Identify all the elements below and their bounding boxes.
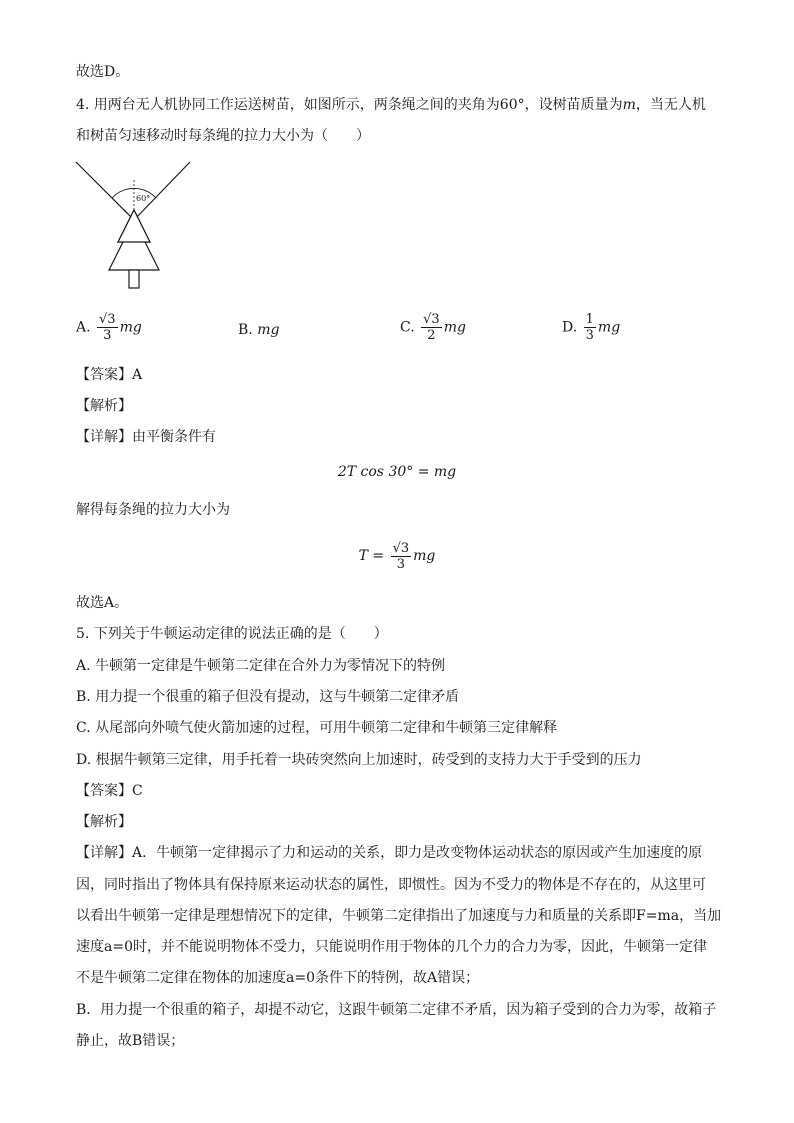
solve-4: 解得每条绳的拉力大小为: [76, 502, 230, 518]
detail-5-line-1: 【详解】A．牛顿第一定律揭示了力和运动的关系，即力是改变物体运动状态的原因或产生加速度的原: [76, 845, 703, 861]
rope-left: [76, 162, 134, 220]
conclusion-4: 故选A。: [76, 595, 129, 611]
question-5: 5. 下列关于牛顿运动定律的说法正确的是（ ）: [76, 626, 388, 642]
option-5B: B. 用力提一个很重的箱子但没有提动，这与牛顿第二定律矛盾: [76, 689, 460, 705]
option-5D: D. 根据牛顿第三定律，用手托着一块砖突然向上加速时，砖受到的支持力大于手受到的压力: [76, 752, 642, 768]
answer-4: 【答案】A: [76, 367, 143, 383]
option-5C: C. 从尾部向外喷气使火箭加速的过程，可用牛顿第二定律和牛顿第三定律解释: [76, 720, 558, 736]
rope-right: [134, 162, 190, 220]
option-4A: A. $\frac{√3}{3}$ mg: [76, 312, 142, 343]
detail-5-line-4: 速度a=0时，并不能说明物体不受力，只能说明作用于物体的几个力的合力为零，因此，牛顿第一定律: [76, 939, 707, 955]
detail-5-line-7: 静止，故B错误；: [76, 1033, 185, 1049]
var-m: m: [622, 97, 636, 113]
fraction: $\frac{√3}{2}$: [423, 312, 440, 343]
option-4C: C. $\frac{√3}{2}$ mg: [400, 312, 466, 343]
question-4-line-1: 4. 用两台无人机协同工作运送树苗，如图所示，两条绳之间的夹角为60°，设树苗质量为m，当无人机: [76, 97, 706, 113]
detail-5-line-6: B．用力提一个很重的箱子，却提不动它，这跟牛顿第二定律不矛盾，因为箱子受到的合力为零，故箱子: [76, 1002, 717, 1018]
equation-tension: T = $\frac{√3}{3}$ mg: [358, 540, 436, 572]
detail-5-line-2: 因，同时指出了物体具有保持原来运动状态的属性，即惯性。因为不受力的物体是不存在的，从这里可: [76, 877, 706, 893]
equation-balance: 2T cos 30° = mg: [337, 464, 457, 480]
option-4D: D. $\frac{1}{3}$ mg: [562, 312, 621, 343]
fraction: $\frac{√3}{3}$: [392, 540, 410, 572]
option-4B: B. mg: [238, 322, 280, 338]
detail-5-line-5: 不是牛顿第二定律在物体的加速度a=0条件下的特例，故A错误；: [76, 970, 480, 986]
analysis-4: 【解析】: [76, 398, 132, 414]
detail-4: 【详解】由平衡条件有: [76, 429, 216, 445]
angle-label: 60°: [136, 194, 151, 203]
detail-5-line-3: 以看出牛顿第一定律是理想情况下的定律，牛顿第二定律指出了加速度与力和质量的关系即F=ma，当加: [76, 908, 722, 924]
fraction: $\frac{√3}{3}$: [99, 312, 116, 343]
tree-top-cover: [118, 210, 150, 242]
prev-conclusion: 故选D。: [76, 64, 130, 80]
option-5A: A. 牛顿第一定律是牛顿第二定律在合外力为零情况下的特例: [76, 658, 446, 674]
question-4-line-2: 和树苗匀速移动时每条绳的拉力大小为（ ）: [76, 128, 370, 144]
fraction: $\frac{1}{3}$: [585, 312, 594, 343]
tree-trunk: [129, 270, 139, 288]
drone-rope-tree-figure: [74, 158, 194, 290]
answer-5: 【答案】C: [76, 783, 143, 799]
analysis-5: 【解析】: [76, 814, 132, 830]
